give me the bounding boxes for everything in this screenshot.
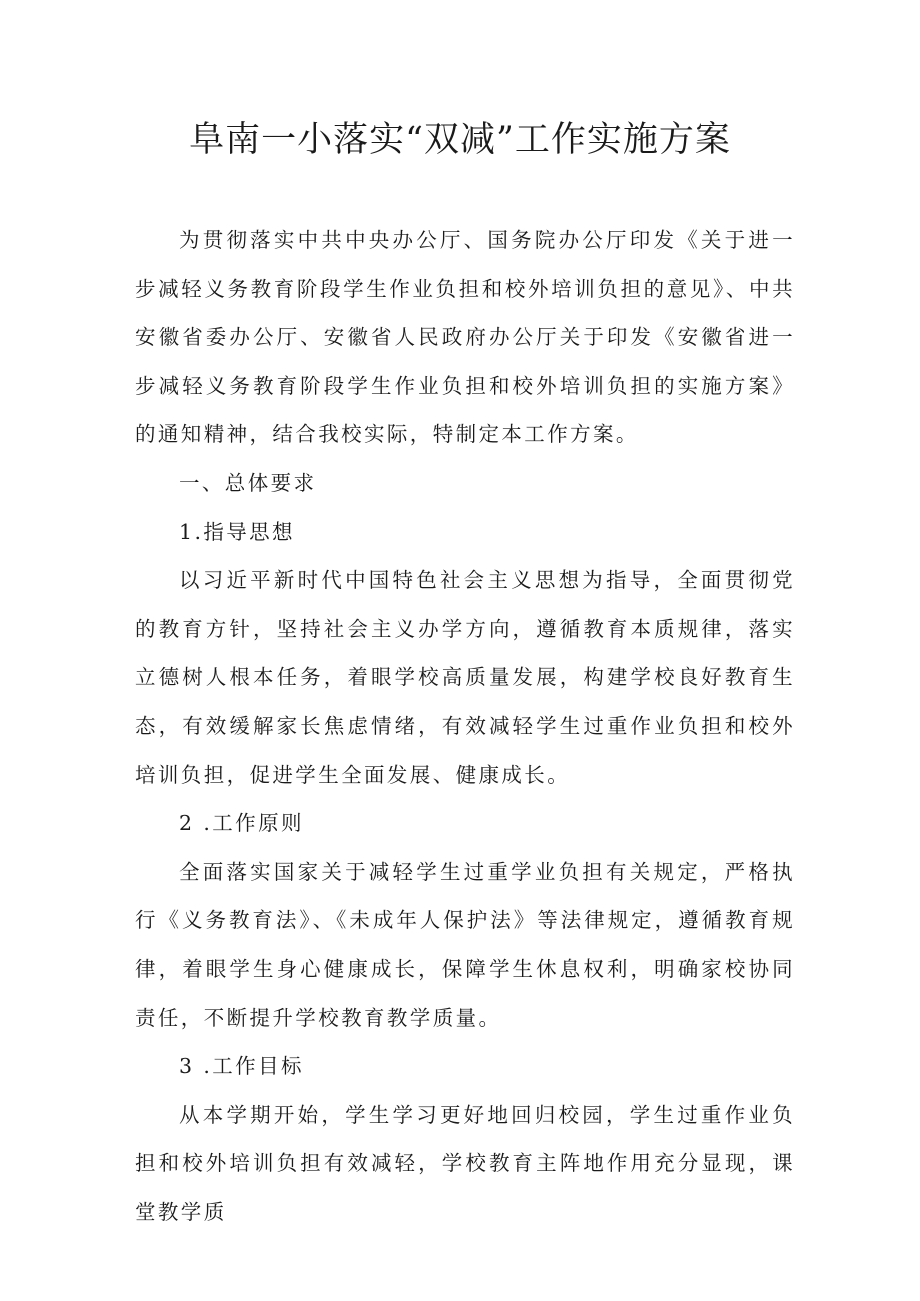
paragraph-work-principles: 全面落实国家关于减轻学生过重学业负担有关规定，严格执行《义务教育法》、《未成年人保护法》等法律规定，遵循教育规律，着眼学生身心健康成长，保障学生休息权利，明确家校协同责任，不断提升学校教育教学质量。 bbox=[135, 859, 795, 1030]
document-title: 阜南一小落实“双减”工作实施方案 bbox=[189, 120, 731, 160]
subheading-guiding-ideology: 1.指导思想 bbox=[179, 519, 295, 544]
section-heading-general-requirements: 一、总体要求 bbox=[179, 470, 317, 495]
paragraph-guiding-ideology: 以习近平新时代中国特色社会主义思想为指导，全面贯彻党的教育方针，坚持社会主义办学方向，遵循教育本质规律，落实立德树人根本任务，着眼学校高质量发展，构建学校良好教育生态，有效缓解家长焦虑情绪，有效减轻学生过重作业负担和校外培训负担，促进学生全面发展、健康成长。 bbox=[135, 568, 795, 787]
subheading-work-goals: 3 .工作目标 bbox=[179, 1054, 304, 1079]
document-body bbox=[135, 216, 795, 1236]
subheading-work-principles: 2 .工作原则 bbox=[179, 811, 304, 836]
intro-paragraph: 为贯彻落实中共中央办公厅、国务院办公厅印发《关于进一步减轻义务教育阶段学生作业负担和校外培训负担的意见》、中共安徽省委办公厅、安徽省人民政府办公厅关于印发《安徽省进一步减轻义务教育阶段学生作业负担和校外培训负担的实施方案》的通知精神，结合我校实际，特制定本工作方案。 bbox=[135, 228, 795, 447]
paragraph-work-goals: 从本学期开始，学生学习更好地回归校园，学生过重作业负担和校外培训负担有效减轻，学校教育主阵地作用充分显现，课堂教学质 bbox=[135, 1102, 795, 1224]
